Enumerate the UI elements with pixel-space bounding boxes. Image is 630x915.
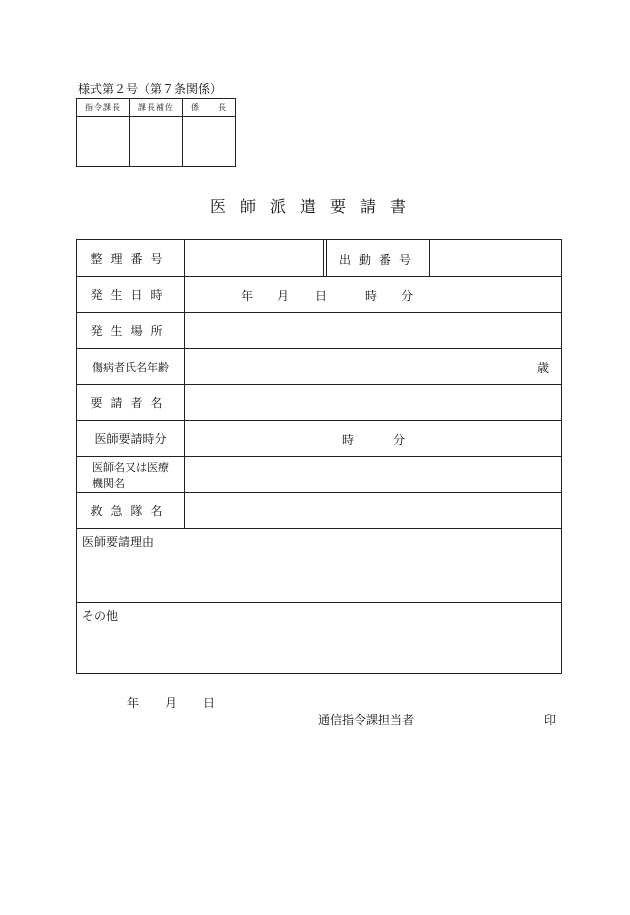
stamp-seal-area[interactable] [183, 117, 235, 166]
patient-name-age-label: 傷病者氏名年齢 [77, 349, 185, 384]
table-row [77, 385, 561, 421]
footer-day: 日 [203, 696, 216, 710]
table-row [77, 313, 561, 349]
form-number-label: 様式第２号（第７条関係） [78, 82, 223, 96]
table-row [77, 457, 561, 493]
document-title: 医師派遣要請書 [209, 197, 420, 216]
dt-year: 年 [241, 289, 254, 303]
stamp-column [182, 99, 235, 166]
seiri-number-label: 整理番号 [77, 240, 185, 276]
footer-year: 年 [127, 696, 140, 710]
table-row [77, 240, 561, 277]
stamp-seal-area[interactable] [130, 117, 182, 166]
occurrence-place-field[interactable] [185, 313, 561, 348]
staff-label: 通信指令課担当者 [318, 713, 415, 727]
stamp-seal-area[interactable] [77, 117, 129, 166]
rt-minute: 分 [393, 433, 406, 447]
request-reason-label: 医師要請理由 [82, 535, 155, 549]
other-label: その他 [82, 609, 119, 623]
ambulance-team-label: 救急隊名 [77, 493, 185, 528]
occurrence-place-label: 発生場所 [77, 313, 185, 348]
rt-hour: 時 [342, 433, 355, 447]
divider [326, 240, 327, 276]
dispatch-number-label: 出動番号 [339, 253, 420, 267]
other-field[interactable] [77, 621, 561, 673]
doctor-institution-label [77, 457, 185, 492]
ambulance-team-field[interactable] [185, 493, 561, 528]
table-row [77, 277, 561, 313]
divider [323, 240, 324, 276]
doctor-label-line1: 医師名又は医療 [92, 461, 169, 474]
stamp-header: 指令課長 [77, 99, 129, 117]
requester-name-field[interactable] [185, 385, 561, 420]
dt-minute: 分 [401, 289, 414, 303]
seiri-number-field[interactable] [185, 240, 323, 276]
age-unit: 歳 [537, 361, 550, 375]
stamp-header: 課長補佐 [130, 99, 182, 117]
request-time-label: 医師要請時分 [77, 421, 185, 456]
request-form-table [76, 239, 562, 674]
requester-name-label: 要請者名 [77, 385, 185, 420]
stamp-header: 係 長 [183, 99, 235, 117]
dispatch-number-field[interactable] [430, 240, 561, 276]
dt-day: 日 [315, 289, 328, 303]
doctor-label-line2: 機関名 [92, 477, 125, 490]
footer-month: 月 [165, 696, 178, 710]
dt-month: 月 [277, 289, 290, 303]
table-row [77, 603, 561, 673]
request-reason-field[interactable] [77, 547, 561, 602]
table-row [77, 493, 561, 529]
table-row [77, 421, 561, 457]
table-row [77, 529, 561, 603]
dt-hour: 時 [365, 289, 378, 303]
doctor-institution-field[interactable] [185, 457, 561, 492]
seal-mark: 印 [544, 713, 557, 727]
occurrence-datetime-label: 発生日時 [77, 277, 185, 312]
stamp-column [129, 99, 182, 166]
stamp-column [77, 99, 129, 166]
approval-stamp-box [76, 98, 236, 167]
table-row [77, 349, 561, 385]
